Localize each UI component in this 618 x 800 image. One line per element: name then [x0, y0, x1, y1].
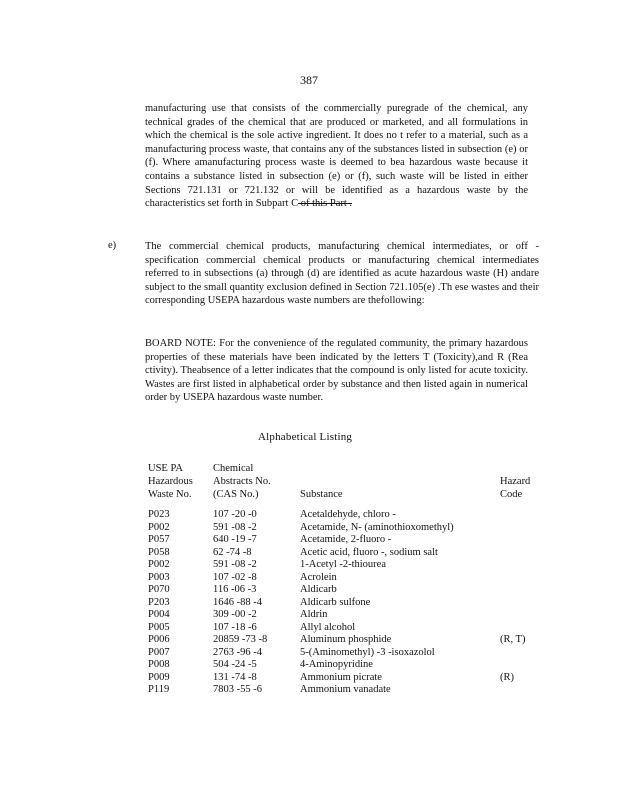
cell-substance: Aldicarb	[300, 584, 337, 595]
cell-waste-number: P203	[148, 596, 170, 608]
header-line: Substance	[300, 489, 343, 500]
cell-cas-number: 107 -20 -0	[213, 509, 257, 520]
cell-waste-number: P119	[148, 684, 170, 695]
table-row	[148, 659, 538, 672]
paragraph-subsection-e: The commercial chemical products, manufacturing chemical intermediates, or off - specification commercial chemical products or manufacturing chemical intermediates referred to in subsections (a) through (d) are identified as acute hazardous waste (H) andare subject to the small quantity exclusion defined in Section 721.105(e) .Th ese wastes and their corresponding USEPA hazardous waste numbers are thefollowing:	[145, 241, 539, 307]
cell-substance: Allyl alcohol	[300, 621, 356, 633]
cell-waste-number: P006	[148, 634, 170, 645]
table-row	[148, 572, 538, 585]
cell-cas-number: 2763 -96 -4	[213, 646, 262, 658]
table-row	[148, 609, 538, 622]
cell-cas-number: 7803 -55 -6	[213, 684, 262, 695]
cell-hazard-code: (R)	[500, 671, 514, 683]
table-header	[148, 457, 538, 501]
header-line: (CAS No.)	[213, 489, 259, 500]
cell-substance: Acetaldehyde, chloro -	[300, 509, 396, 520]
table-row	[148, 672, 538, 685]
table-row	[148, 547, 538, 560]
cell-cas-number: 591 -08 -2	[213, 559, 257, 570]
cell-cas-number: 591 -08 -2	[213, 521, 257, 533]
cell-cas-number: 309 -00 -2	[213, 609, 257, 620]
header-cas-number	[213, 462, 271, 501]
page-number: 387	[300, 73, 318, 87]
cell-substance: Acetic acid, fluoro -, sodium salt	[300, 546, 438, 558]
cell-substance: 4-Aminopyridine	[300, 659, 373, 670]
listing-title: Alphabetical Listing	[258, 431, 353, 443]
header-line: Abstracts No.	[213, 476, 271, 487]
cell-cas-number: 640 -19 -7	[213, 534, 257, 545]
paragraph-manufacturing-use	[145, 102, 528, 211]
table-row	[148, 509, 538, 522]
header-line: Hazardous	[148, 476, 193, 487]
header-line: USE PA	[148, 463, 183, 474]
table-body	[148, 509, 538, 697]
header-hazard-code	[500, 475, 530, 501]
cell-waste-number: P004	[148, 609, 170, 620]
cell-waste-number: P008	[148, 659, 170, 670]
cell-waste-number: P005	[148, 621, 170, 633]
header-line: Chemical	[213, 463, 254, 474]
cell-hazard-code: (R, T)	[500, 634, 526, 645]
table-row	[148, 684, 538, 697]
cell-cas-number: 107 -18 -6	[213, 621, 257, 633]
cell-cas-number: 20859 -73 -8	[213, 634, 268, 645]
cell-cas-number: 62 -74 -8	[213, 546, 252, 558]
header-line: Waste No.	[148, 489, 192, 500]
cell-substance: Ammonium vanadate	[300, 684, 391, 695]
table-row	[148, 597, 538, 610]
table-row	[148, 584, 538, 597]
cell-waste-number: P057	[148, 534, 170, 545]
cell-cas-number: 107 -02 -8	[213, 571, 257, 583]
subsection-label-e: e)	[108, 240, 117, 251]
cell-substance: 5-(Aminomethyl) -3 -isoxazolol	[300, 646, 435, 658]
cell-cas-number: 504 -24 -5	[213, 659, 257, 670]
table-row	[148, 522, 538, 535]
cell-substance: Aluminum phosphide	[300, 634, 392, 645]
header-substance	[300, 488, 343, 501]
cell-waste-number: P070	[148, 584, 170, 595]
paragraph-text: manufacturing use that consists of the commercially puregrade of the chemical, any technical grades of the chemical that are produced or marketed, and all formulations in which the chemical is the sole active ingredient. It does no t refer to a material, such as a manufacturing process waste, that contains any of the substances listed in subsection (e) or (f). Where amanufacturing process waste is deemed to bea hazardous waste because it contains a substance listed in subsection (e) or (f), such waste will be listed in either Sections 721.131 or 721.132 or will be identified as a hazardous waste by the characteristics set forth in Subpart C	[145, 103, 528, 210]
table-row	[148, 634, 538, 647]
header-waste-number	[148, 462, 193, 501]
table-row	[148, 622, 538, 635]
cell-waste-number: P009	[148, 671, 170, 683]
cell-substance: Acetamide, N- (aminothioxomethyl)	[300, 521, 454, 533]
table-row	[148, 534, 538, 547]
cell-substance: Aldrin	[300, 609, 328, 620]
table-row	[148, 647, 538, 660]
struck-text: of this Part .	[298, 198, 353, 210]
cell-waste-number: P058	[148, 546, 170, 558]
cell-cas-number: 1646 -88 -4	[213, 596, 262, 608]
cell-waste-number: P003	[148, 571, 170, 583]
cell-waste-number: P002	[148, 559, 170, 570]
table-row	[148, 559, 538, 572]
cell-substance: Acetamide, 2-fluoro -	[300, 534, 392, 545]
cell-cas-number: 116 -06 -3	[213, 584, 257, 595]
cell-substance: Aldicarb sulfone	[300, 596, 371, 608]
board-note: BOARD NOTE: For the convenience of the regulated community, the primary hazardous properties of these materials have been indicated by the letters T (Toxicity),and R (Rea ctivity). Theabsence of a letter indicates that the compound is only listed for acute toxicity. Wastes are first listed in alphabetical order by substance and then listed again in numerical order by USEPA hazardous waste number.	[145, 338, 528, 404]
cell-waste-number: P007	[148, 646, 170, 658]
header-line: Hazard	[500, 476, 531, 487]
cell-waste-number: P023	[148, 509, 170, 520]
header-line: Code	[500, 489, 523, 500]
cell-cas-number: 131 -74 -8	[213, 671, 257, 683]
cell-waste-number: P002	[148, 521, 170, 533]
cell-substance: 1-Acetyl -2-thiourea	[300, 559, 387, 570]
cell-substance: Acrolein	[300, 571, 337, 583]
cell-substance: Ammonium picrate	[300, 671, 382, 683]
